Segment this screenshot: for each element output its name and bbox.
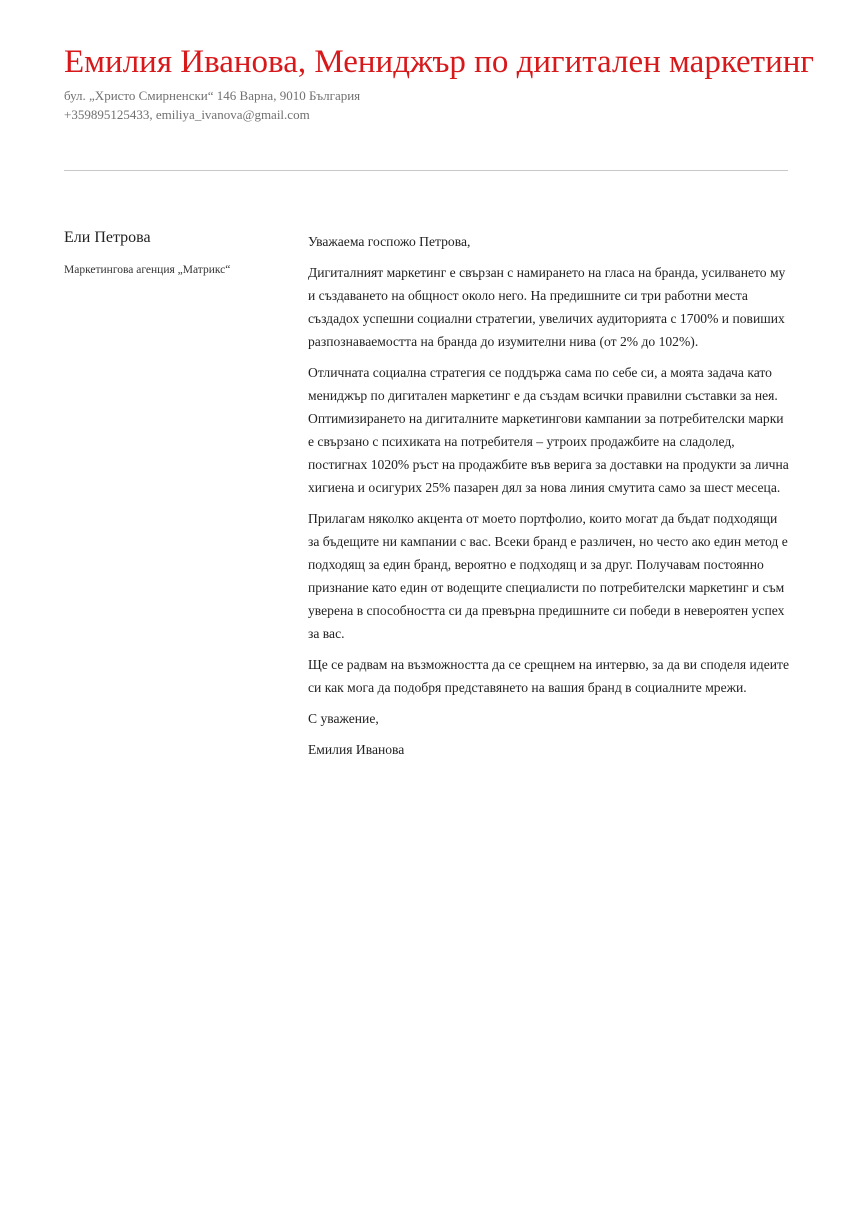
sender-name-title: Емилия Иванова, Мениджър по дигитален маркетинг [64, 44, 814, 80]
recipient-company: Маркетингова агенция „Матрикс“ [64, 264, 231, 276]
recipient-name: Ели Петрова [64, 229, 151, 246]
recipient-block [64, 228, 284, 278]
header-divider [64, 170, 788, 171]
sender-contacts: +359895125433, emiliya_ivanova@gmail.com [64, 107, 310, 122]
letter-paragraph: Прилагам няколко акцента от моето портфолио, които могат да бъдат подходящи за бъдещите ни кампании с вас. Всеки бранд е различен, но често ако един метод е подходящ за един бранд, вероятно е подходящ и за друг. Получавам постоянно признание като един от водещите специалисти по потребителски маркетинг и съм уверена в способността си да превърна предишните си победи в невероятен успех за вас. [308, 511, 788, 641]
letter-paragraph: Ще се радвам на възможността да се срещнем на интервю, за да ви споделя идеите си как мога да подобря представянето на вашия бранд в социалните мрежи. [308, 657, 789, 695]
letter-paragraph: Отличната социална стратегия се поддържа сама по себе си, а моята задача като мениджър по дигитален маркетинг е да създам всички правилни съставки за нея. Оптимизирането на дигиталните маркетингови кампании за потребителски марки е свързано с психиката на потребителя – утроих продажбите на сладолед, постигнах 1020% ръст на продажбите във верига за доставки на продукти за лична хигиена и осигурих 25% пазарен дял за нова линия смутита само за шест месеца. [308, 365, 789, 495]
letter-header [64, 40, 814, 124]
letter-paragraph: Дигиталният маркетинг е свързан с намирането на гласа на бранда, усилването му и създаването на общност около него. На предишните си три работни места създадох успешни социални стратегии, увеличих аудиторията с 1700% и повиших разпознаваемостта на бранда до изумителни нива (от 2% до 102%). [308, 265, 786, 349]
letter-signature: Емилия Иванова [308, 742, 405, 757]
letter-closing: С уважение, [308, 711, 379, 726]
letter-greeting: Уважаема госпожо Петрова, [308, 234, 471, 249]
letter-body [308, 230, 790, 769]
sender-address: бул. „Христо Смирненски“ 146 Варна, 9010 България [64, 88, 361, 103]
